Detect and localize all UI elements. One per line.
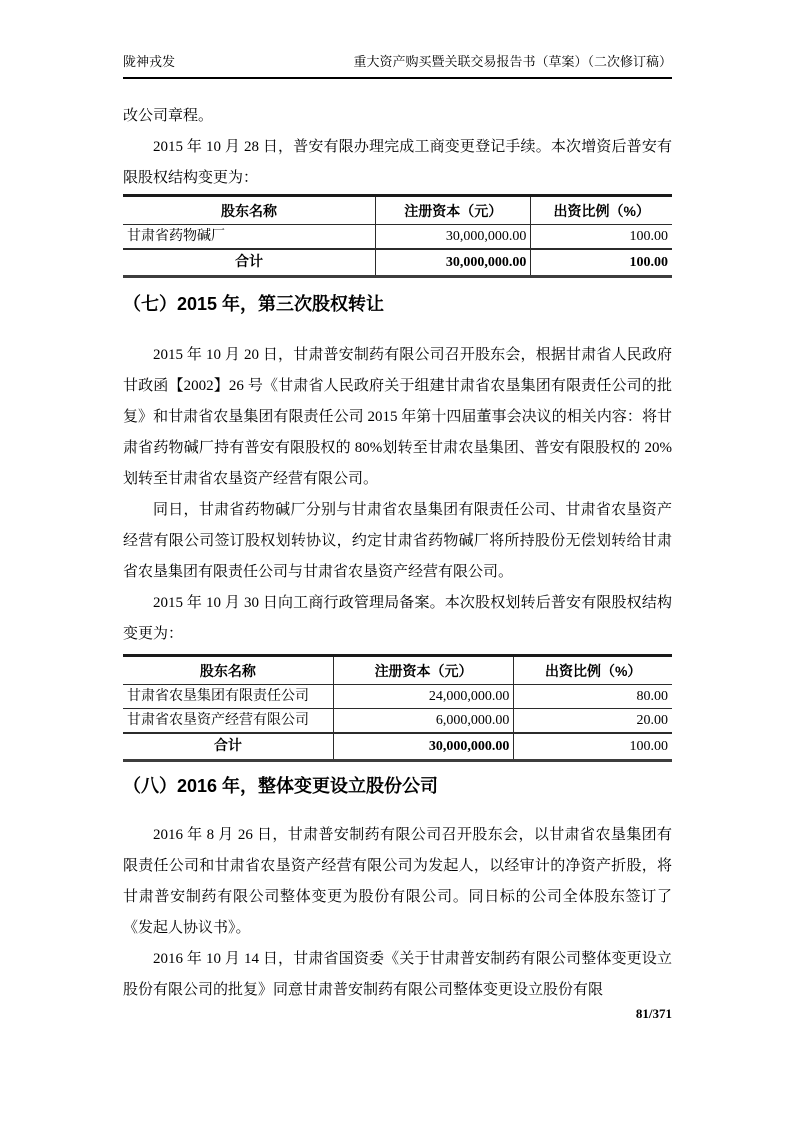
paragraph-s7-transfer-resolution: 2015 年 10 月 20 日，甘肃普安制药有限公司召开股东会，根据甘肃省人民政府甘政函【2002】26 号《甘肃省人民政府关于组建甘肃省农垦集团有限责任公司的批复》和甘肃省农垦集团有限责任公司 2015 年第十四届董事会决议的相关内容：将甘肃省药物碱厂持有普安有限股权的 80%划转至甘肃农垦集团、普安有限股权的 20%划转至甘肃省农垦资产经营有限公司。 <box>123 347 672 487</box>
paragraph-s7-transfer-agreement: 同日，甘肃省药物碱厂分别与甘肃省农垦集团有限责任公司、甘肃省农垦资产经营有限公司签订股权划转协议，约定甘肃省药物碱厂将所持股份无偿划转给甘肃省农垦集团有限责任公司与甘肃省农垦资产经营有限公司。 <box>123 502 672 580</box>
table-header-row <box>123 196 672 225</box>
paragraph-registration-change: 2015 年 10 月 28 日，普安有限办理完成工商变更登记手续。本次增资后普安有限股权结构变更为： <box>123 139 672 186</box>
col-header-registered-capital: 注册资本（元） <box>333 656 514 685</box>
cell-contribution-ratio: 80.00 <box>514 685 672 709</box>
header-report-title: 重大资产购买暨关联交易报告书（草案）（二次修订稿） <box>353 54 672 69</box>
paragraph-s8-sasac-approval: 2016 年 10 月 14 日，甘肃省国资委《关于甘肃普安制药有限公司整体变更设立股份有限公司的批复》同意甘肃普安制药有限公司整体变更设立股份有限 <box>123 951 672 998</box>
cell-total-capital: 30,000,000.00 <box>376 249 531 277</box>
col-header-registered-capital: 注册资本（元） <box>376 196 531 225</box>
paragraph-s8-conversion-resolution: 2016 年 8 月 26 日，甘肃普安制药有限公司召开股东会，以甘肃省农垦集团有限责任公司和甘肃省农垦资产经营有限公司为发起人，以经审计的净资产折股，将甘肃普安制药有限公司整体变更为股份有限公司。同日标的公司全体股东签订了《发起人协议书》。 <box>123 827 672 936</box>
shareholder-table-1 <box>123 194 672 278</box>
col-header-shareholder-name: 股东名称 <box>123 656 333 685</box>
paragraph-charter-amendment: 改公司章程。 <box>123 108 214 124</box>
cell-registered-capital: 6,000,000.00 <box>333 709 514 734</box>
cell-registered-capital: 24,000,000.00 <box>333 685 514 709</box>
table-row <box>123 225 672 250</box>
col-header-contribution-ratio: 出资比例（%） <box>514 656 672 685</box>
paragraph-s7-filing: 2015 年 10 月 30 日向工商行政管理局备案。本次股权划转后普安有限股权结构变更为： <box>123 595 672 642</box>
col-header-shareholder-name: 股东名称 <box>123 196 376 225</box>
cell-shareholder-name: 甘肃省农垦资产经营有限公司 <box>123 709 333 734</box>
section-heading-7: （七）2015 年，第三次股权转让 <box>123 294 385 314</box>
table-total-row <box>123 249 672 277</box>
shareholder-table-2 <box>123 654 672 762</box>
table-row <box>123 709 672 734</box>
cell-contribution-ratio: 20.00 <box>514 709 672 734</box>
shareholder-table-1-wrap <box>123 194 672 278</box>
running-header <box>123 53 672 79</box>
cell-contribution-ratio: 100.00 <box>531 225 672 250</box>
col-header-contribution-ratio: 出资比例（%） <box>531 196 672 225</box>
table-row <box>123 685 672 709</box>
cell-total-ratio: 100.00 <box>531 249 672 277</box>
cell-total-label: 合计 <box>123 249 376 277</box>
header-company-short-name: 陇神戎发 <box>123 54 176 69</box>
section-heading-8: （八）2016 年，整体变更设立股份公司 <box>123 776 439 796</box>
page-number: 81/371 <box>635 1006 672 1021</box>
cell-total-capital: 30,000,000.00 <box>333 733 514 761</box>
cell-total-ratio: 100.00 <box>514 733 672 761</box>
cell-registered-capital: 30,000,000.00 <box>376 225 531 250</box>
cell-shareholder-name: 甘肃省药物碱厂 <box>123 225 376 250</box>
cell-shareholder-name: 甘肃省农垦集团有限责任公司 <box>123 685 333 709</box>
shareholder-table-2-wrap <box>123 654 672 762</box>
cell-total-label: 合计 <box>123 733 333 761</box>
table-total-row <box>123 733 672 761</box>
table-header-row <box>123 656 672 685</box>
